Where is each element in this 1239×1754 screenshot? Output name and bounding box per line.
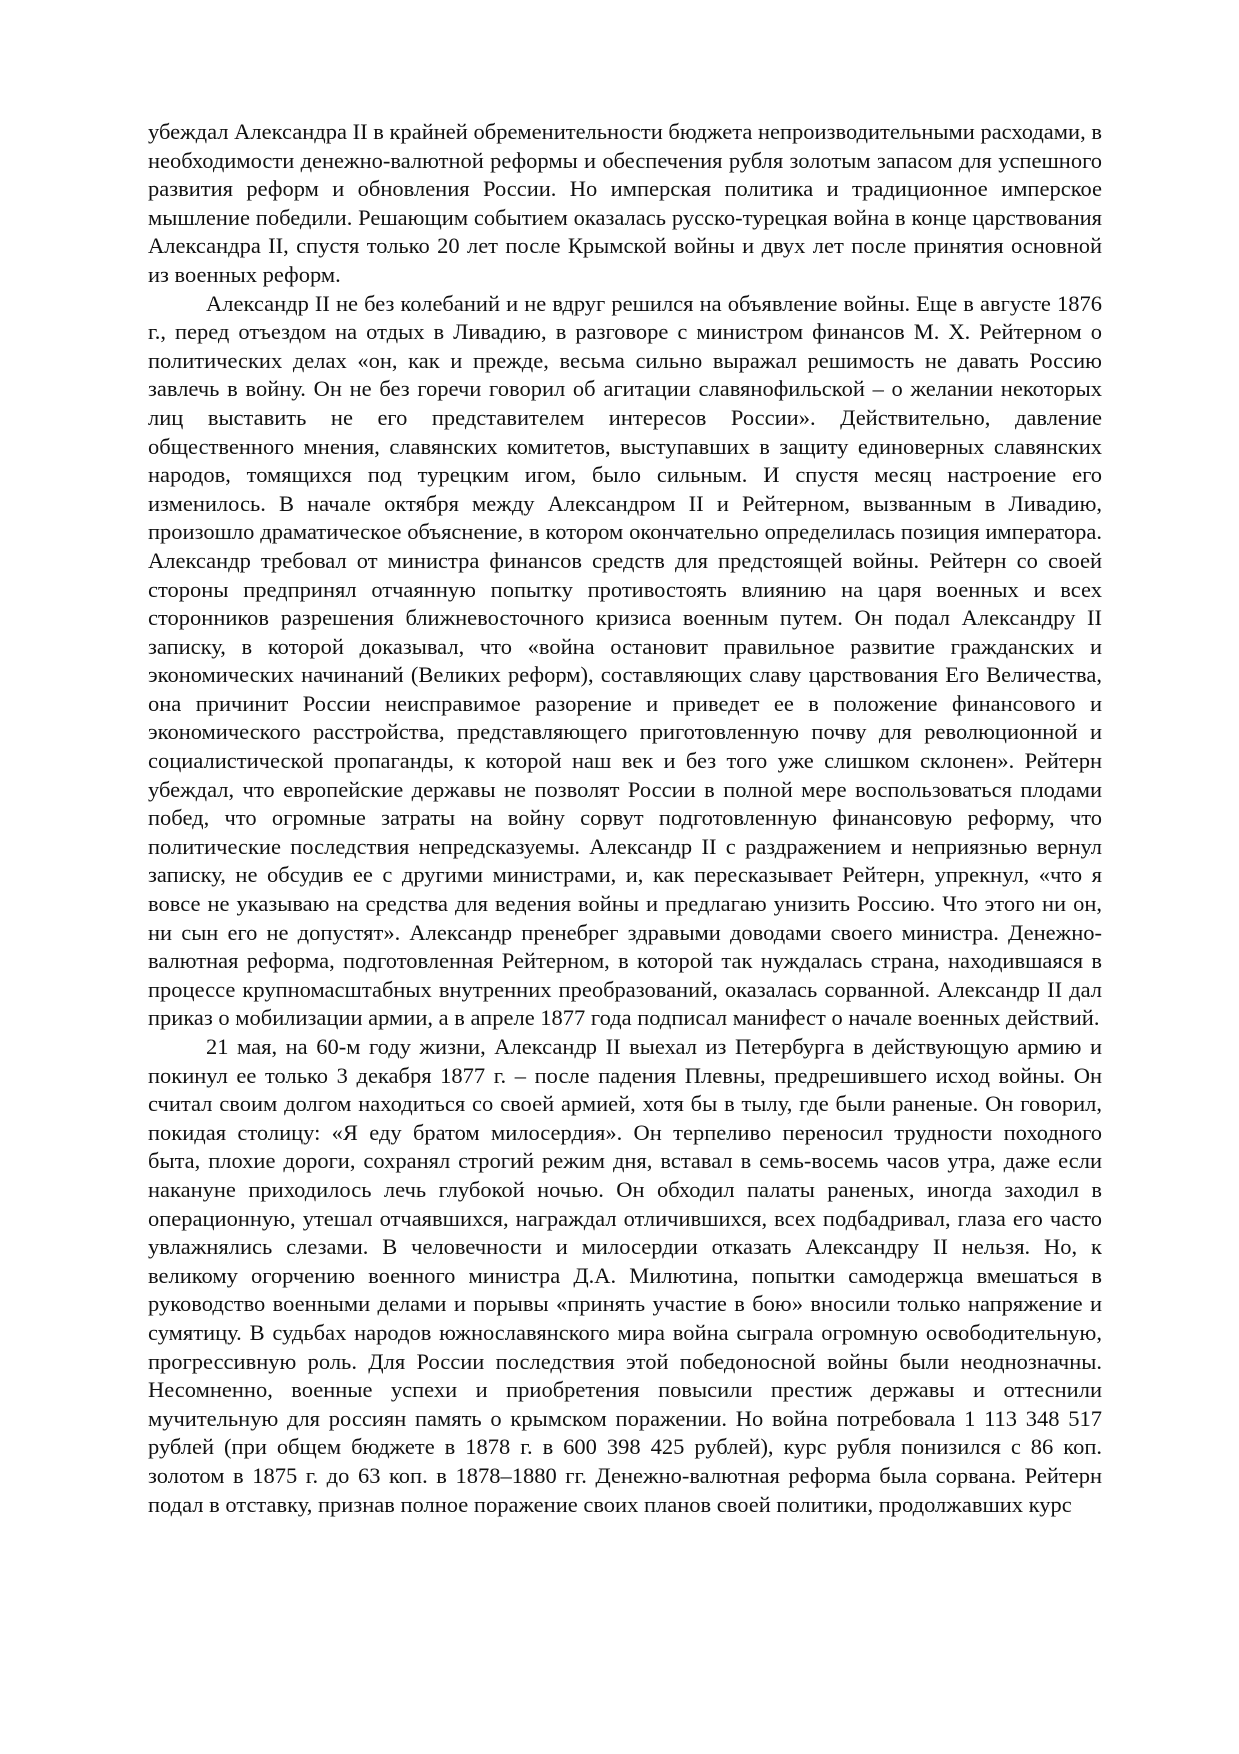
- paragraph-1: убеждал Александра II в крайней обременительности бюджета непроизводительными расходами, в необходимости денежно-валютной реформы и обеспечения рубля золотым запасом для успешного развития реформ и обновления России. Но имперская политика и традиционное имперское мышление победили. Решающим событием оказалась русско-турецкая война в конце царствования Александра II, спустя только 20 лет после Крымской войны и двух лет после принятия основной из военных реформ.: [148, 119, 1102, 287]
- paragraph-3: 21 мая, на 60-м году жизни, Александр II выехал из Петербурга в действующую армию и покинул ее только 3 декабря 1877 г. – после падения Плевны, предрешившего исход войны. Он считал своим долгом находиться со своей армией, хотя бы в тылу, где были раненые. Он говорил, покидая столицу: «Я еду братом милосердия». Он терпеливо переносил трудности походного быта, плохие дороги, сохранял строгий режим дня, вставал в семь-восемь часов утра, даже если накануне приходилось лечь глубокой ночью. Он обходил палаты раненых, иногда заходил в операционную, утешал отчаявшихся, награждал отличившихся, всех подбадривал, глаза его часто увлажнялись слезами. В человечности и милосердии отказать Александру II нельзя. Но, к великому огорчению военного министра Д.А. Милютина, попытки самодержца вмешаться в руководство военными делами и порывы «принять участие в бою» вносили только напряжение и сумятицу. В судьбах народов южнославянского мира война сыграла огромную освободительную, прогрессивную роль. Для России последствия этой победоносной войны были неоднозначны. Несомненно, военные успехи и приобретения повысили престиж державы и оттеснили мучительную для россиян память о крымском поражении. Но война потребовала 1 113 348 517 рублей (при общем бюджете в 1878 г. в 600 398 425 рублей), курс рубля понизился с 86 коп. золотом в 1875 г. до 63 коп. в 1878–1880 гг. Денежно-валютная реформа была сорвана. Рейтерн подал в отставку, признав полное поражение своих планов своей политики, продолжавших курс: [148, 1034, 1102, 1517]
- paragraph-2: Александр II не без колебаний и не вдруг решился на объявление войны. Еще в августе 1876 г., перед отъездом на отдых в Ливадию, в разговоре с министром финансов М. Х. Рейтерном о политических делах «он, как и прежде, весьма сильно выражал решимость не давать Россию завлечь в войну. Он не без горечи говорил об агитации славянофильской – о желании некоторых лиц выставить не его представителем интересов России». Действительно, давление общественного мнения, славянских комитетов, выступавших в защиту единоверных славянских народов, томящихся под турецким игом, было сильным. И спустя месяц настроение его изменилось. В начале октября между Александром II и Рейтерном, вызванным в Ливадию, произошло драматическое объяснение, в котором окончательно определилась позиция императора. Александр требовал от министра финансов средств для предстоящей войны. Рейтерн со своей стороны предпринял отчаянную попытку противостоять влиянию на царя военных и всех сторонников разрешения ближневосточного кризиса военным путем. Он подал Александру II записку, в которой доказывал, что «война остановит правильное развитие гражданских и экономических начинаний (Великих реформ), составляющих славу царствования Его Величества, она причинит России неисправимое разорение и приведет ее в положение финансового и экономического расстройства, представляющего приготовленную почву для революционной и социалистической пропаганды, к которой наш век и без того уже слишком склонен». Рейтерн убеждал, что европейские державы не позволят России в полной мере воспользоваться плодами побед, что огромные затраты на войну сорвут подготовленную финансовую реформу, что политические последствия непредсказуемы. Александр II с раздражением и неприязнью вернул записку, не обсудив ее с другими министрами, и, как пересказывает Рейтерн, упрекнул, «что я вовсе не указываю на средства для ведения войны и предлагаю унизить Россию. Что этого ни он, ни сын его не допустят». Александр пренебрег здравыми доводами своего министра. Денежно-валютная реформа, подготовленная Рейтерном, в которой так нуждалась страна, находившаяся в процессе крупномасштабных внутренних преобразований, оказалась сорванной. Александр II дал приказ о мобилизации армии, а в апреле 1877 года подписал манифест о начале военных действий.: [148, 290, 1102, 1031]
- document-page: [148, 118, 1102, 1519]
